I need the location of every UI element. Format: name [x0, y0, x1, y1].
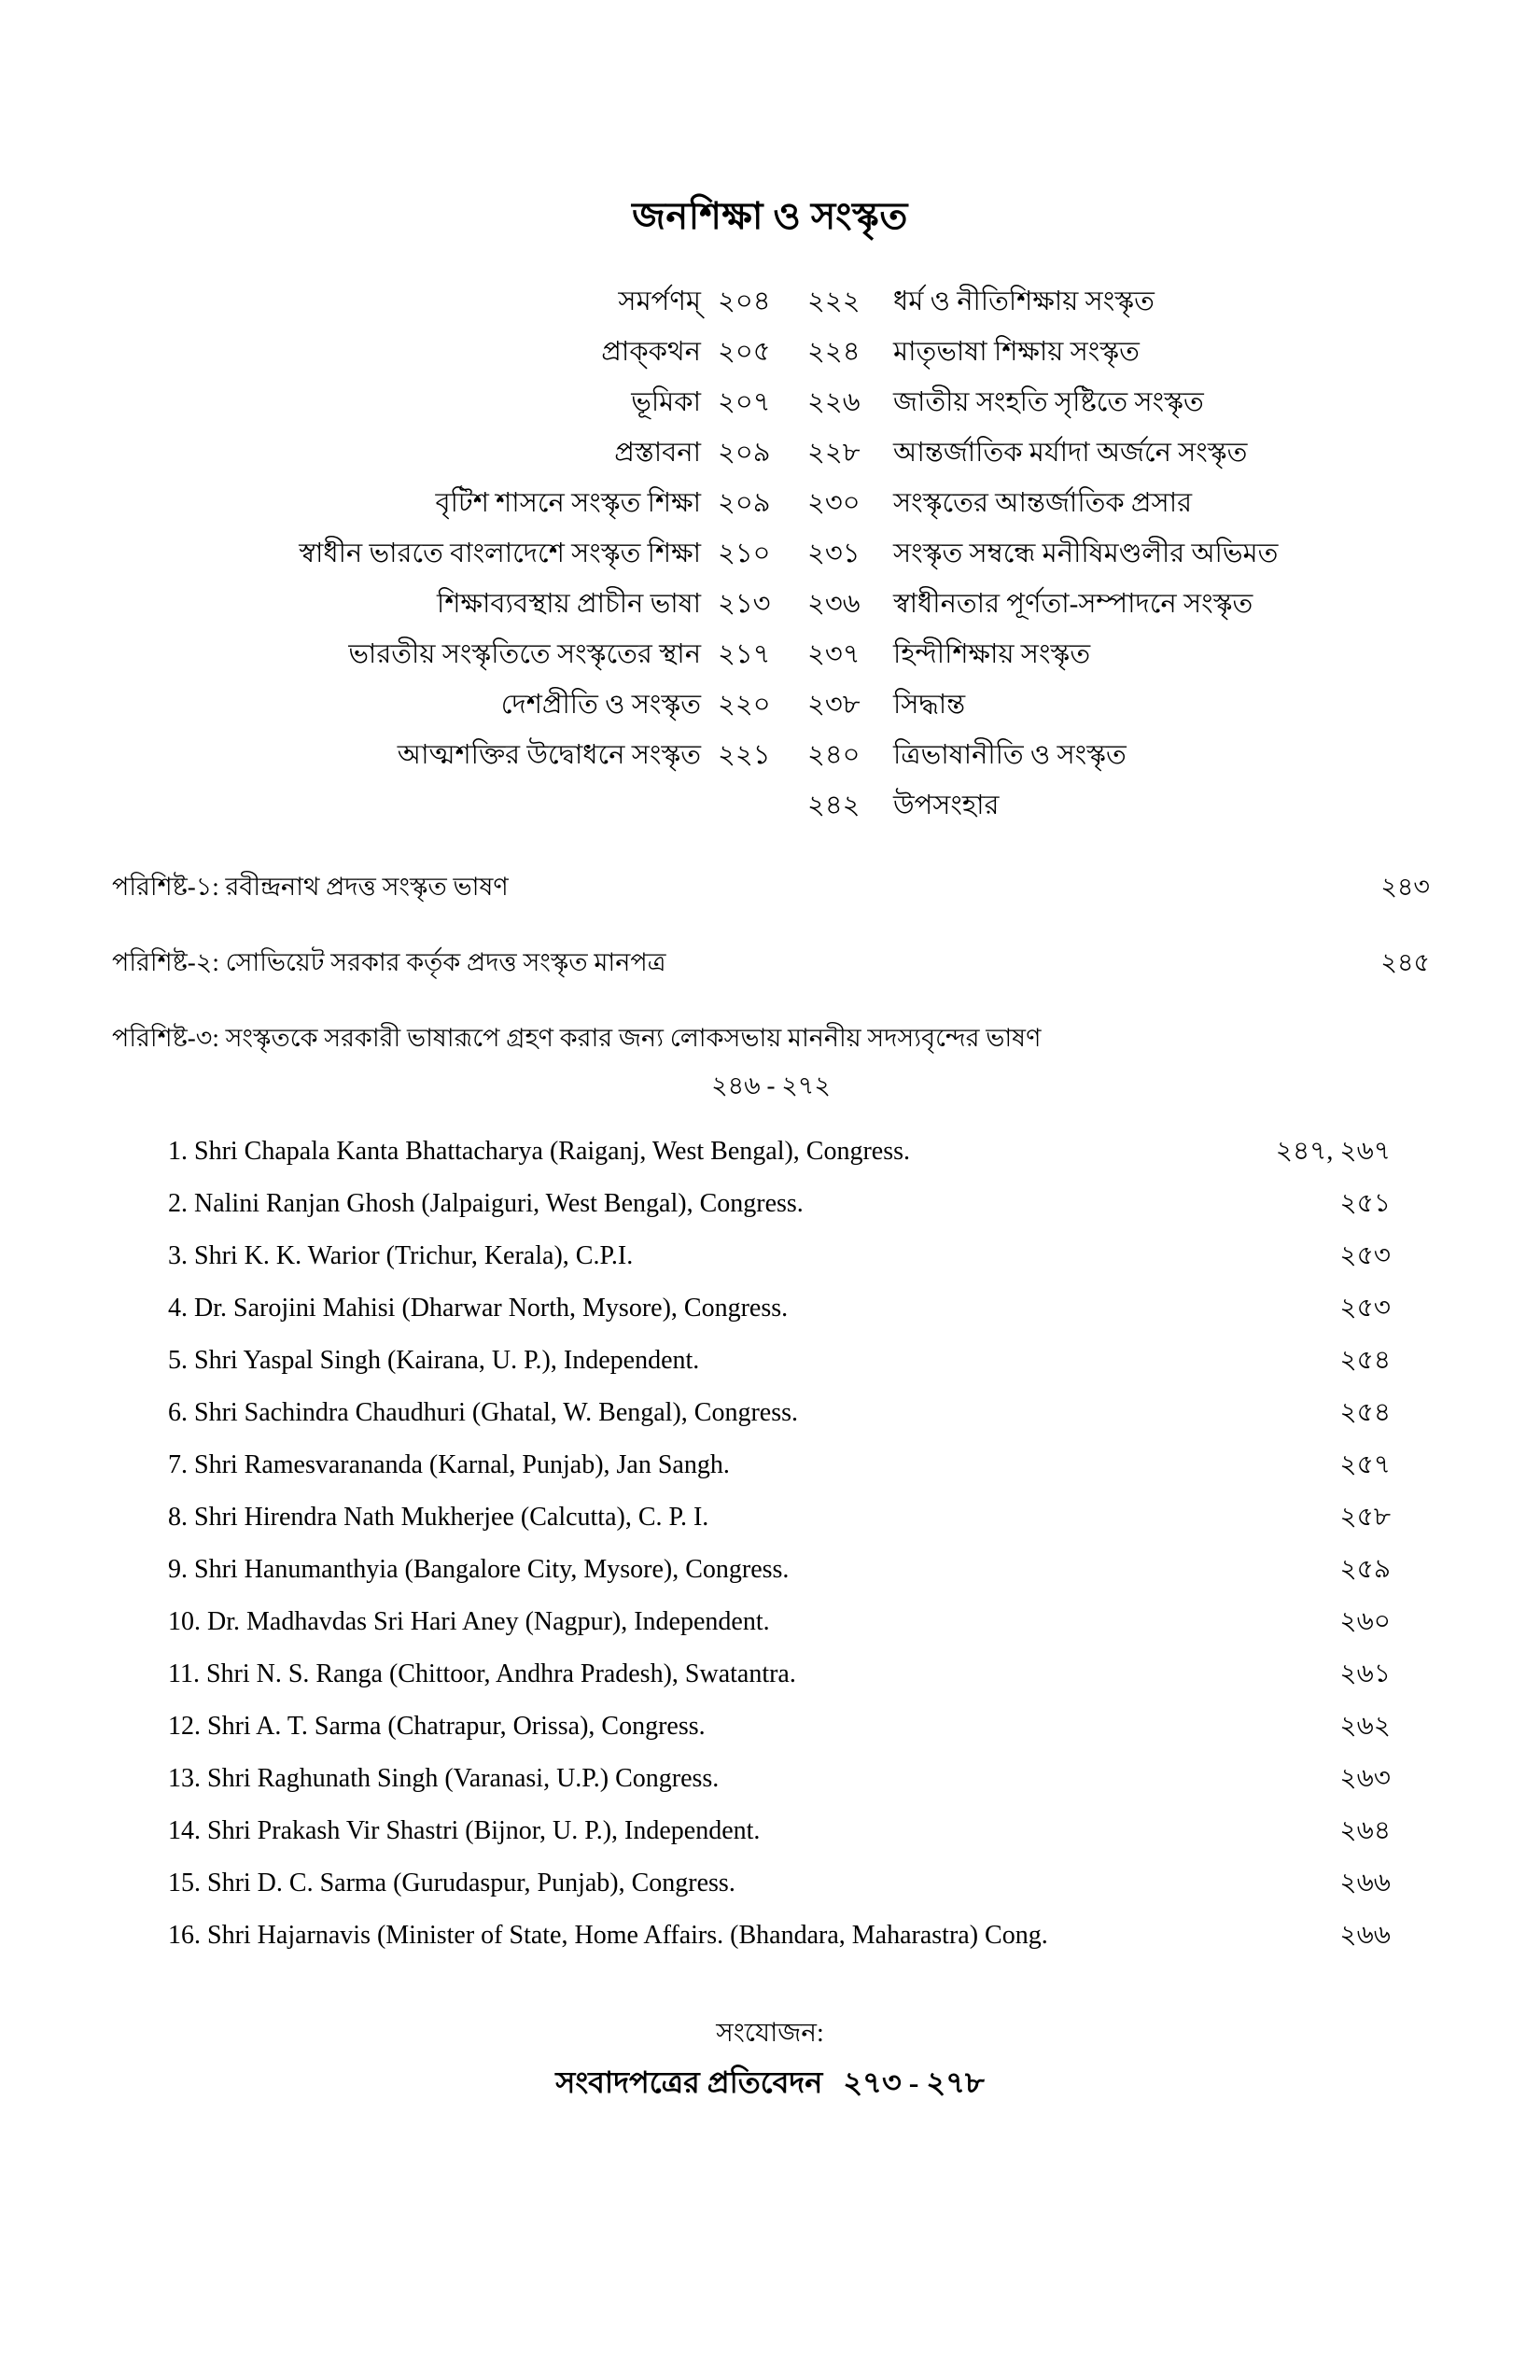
toc-entry-left — [89, 276, 798, 327]
footer-line-label: সংবাদপত্রের প্রতিবেদন — [555, 2065, 823, 2099]
toc-entry-right — [798, 377, 1451, 427]
toc-entry-page: ২২৮ — [807, 438, 861, 468]
appendix-text: পরিশিষ্ট-১: রবীন্দ্রনাথ প্রদত্ত সংস্কৃত ভাষণ — [112, 873, 509, 901]
appendix-3-range: ২৪৬ - ২৭২ — [711, 1071, 831, 1099]
speaker-page: ২৫৩ — [1339, 1294, 1391, 1323]
toc-entry-left — [89, 679, 798, 730]
toc-entry-label: প্রাক্‌কথন — [601, 337, 701, 367]
toc-entry-right — [798, 730, 1451, 780]
toc-entry-right — [798, 327, 1451, 377]
toc-entry-left — [89, 528, 798, 579]
toc-entry-right — [798, 579, 1451, 629]
toc-entry-left — [89, 629, 798, 679]
toc-entry-label: দেশপ্রীতি ও সংস্কৃত — [500, 690, 701, 720]
toc-column-left — [89, 276, 798, 831]
appendix-page: ২৪৩ — [1380, 873, 1430, 901]
toc-entry-page: ২২৪ — [807, 337, 861, 367]
toc-entry-left — [89, 478, 798, 528]
appendix-rows — [112, 868, 1430, 986]
speaker-list — [0, 1126, 1540, 1962]
toc-entry-right — [798, 427, 1451, 478]
speaker-page: ২৬০ — [1339, 1607, 1391, 1636]
toc-entry-label: বৃটিশ শাসনে সংস্কৃত শিক্ষা — [435, 488, 701, 518]
speaker-page: ২৫১ — [1339, 1189, 1391, 1218]
speaker-name: 10. Dr. Madhavdas Sri Hari Aney (Nagpur), Independent. — [168, 1607, 770, 1636]
speaker-name: 9. Shri Hanumanthyia (Bangalore City, Mysore), Congress. — [168, 1555, 790, 1584]
speaker-name: 8. Shri Hirendra Nath Mukherjee (Calcutta), C. P. I. — [168, 1503, 709, 1532]
appendix-3-text: পরিশিষ্ট-৩: সংস্কৃতকে সরকারী ভাষারূপে গ্রহণ করার জন্য লোকসভায় মাননীয় সদস্যবৃন্দের ভাষণ — [112, 1024, 1042, 1052]
toc-entry-right — [798, 679, 1451, 730]
speaker-name: 5. Shri Yaspal Singh (Kairana, U. P.), Independent. — [168, 1346, 700, 1375]
toc-entry-label: ভারতীয় সংস্কৃতিতে সংস্কৃতের স্থান — [348, 639, 701, 669]
speaker-page: ২৬৪ — [1339, 1816, 1391, 1845]
toc-entry-label: জাতীয় সংহতি সৃষ্টিতে সংস্কৃত — [893, 387, 1204, 417]
toc-entry-page: ২০৪ — [718, 287, 771, 316]
speaker-name: 7. Shri Ramesvarananda (Karnal, Punjab), Jan Sangh. — [168, 1450, 730, 1479]
speaker-row — [168, 1491, 1391, 1544]
toc-entry-label: সিদ্ধান্ত — [893, 690, 966, 720]
appendix-page: ২৪৫ — [1380, 948, 1430, 976]
appendix-text: পরিশিষ্ট-২: সোভিয়েট সরকার কর্তৃক প্রদত্ত সংস্কৃত মানপত্র — [112, 948, 666, 976]
toc-entry-right — [798, 276, 1451, 327]
speaker-name: 1. Shri Chapala Kanta Bhattacharya (Raiganj, West Bengal), Congress. — [168, 1137, 911, 1166]
speaker-name: 6. Shri Sachindra Chaudhuri (Ghatal, W. Bengal), Congress. — [168, 1398, 799, 1427]
toc-entry-label: ধর্ম ও নীতিশিক্ষায় সংস্কৃত — [893, 287, 1155, 316]
toc-entry-right — [798, 478, 1451, 528]
toc-entry-page: ২১০ — [718, 539, 771, 568]
appendix-block — [0, 868, 1540, 1109]
appendix-row — [112, 868, 1430, 910]
toc-entry-page: ২১৭ — [718, 639, 771, 669]
page-footer — [0, 2014, 1540, 2107]
speaker-row — [168, 1596, 1391, 1648]
speaker-row — [168, 1126, 1391, 1178]
speaker-row — [168, 1805, 1391, 1857]
speaker-row — [168, 1178, 1391, 1230]
speaker-page: ২৬২ — [1339, 1712, 1391, 1741]
speaker-name: 3. Shri K. K. Warior (Trichur, Kerala), C.P.I. — [168, 1241, 634, 1270]
speaker-page: ২৫৯ — [1339, 1555, 1391, 1584]
footer-heading: সংযোজন: — [716, 2019, 824, 2048]
speaker-row — [168, 1387, 1391, 1439]
speaker-row — [168, 1910, 1391, 1962]
speaker-row — [168, 1857, 1391, 1910]
appendix-3-row — [112, 1019, 1430, 1061]
toc-entry-page: ২০৭ — [718, 387, 771, 417]
toc-entry-label: প্রস্তাবনা — [614, 438, 701, 468]
speaker-name: 12. Shri A. T. Sarma (Chatrapur, Orissa), Congress. — [168, 1712, 706, 1741]
appendix-row — [112, 944, 1430, 986]
toc-entry-page: ২০৫ — [718, 337, 771, 367]
speaker-page: ২৫৮ — [1339, 1503, 1391, 1532]
speaker-name: 16. Shri Hajarnavis (Minister of State, Home Affairs. (Bhandara, Maharastra) Cong. — [168, 1921, 1048, 1950]
toc-entry-page: ২২২ — [807, 287, 861, 316]
toc-entry-page: ২০৯ — [718, 438, 771, 468]
toc-entry-left — [89, 327, 798, 377]
toc-entry-label: উপসংহার — [893, 791, 1000, 820]
speaker-name: 13. Shri Raghunath Singh (Varanasi, U.P.) Congress. — [168, 1764, 720, 1793]
speaker-page: ২৫৪ — [1339, 1346, 1391, 1375]
toc-entry-left — [89, 377, 798, 427]
toc-column-right — [798, 276, 1451, 831]
toc-entry-label: স্বাধীনতার পূর্ণতা-সম্পাদনে সংস্কৃত — [893, 589, 1253, 619]
toc-entry-label: মাতৃভাষা শিক্ষায় সংস্কৃত — [893, 337, 1140, 367]
toc-entry-label: ভূমিকা — [631, 387, 701, 417]
speaker-name: 4. Dr. Sarojini Mahisi (Dharwar North, Mysore), Congress. — [168, 1294, 789, 1323]
toc-entry-label: শিক্ষাব্যবস্থায় প্রাচীন ভাষা — [437, 589, 701, 619]
speaker-page: ২৬৬ — [1339, 1869, 1391, 1897]
toc-entry-page: ২৩১ — [807, 539, 861, 568]
speaker-row — [168, 1282, 1391, 1335]
speaker-row — [168, 1753, 1391, 1805]
toc-entry-right — [798, 629, 1451, 679]
toc-entry-page: ২১৩ — [718, 589, 771, 619]
speaker-name: 14. Shri Prakash Vir Shastri (Bijnor, U. P.), Independent. — [168, 1816, 761, 1845]
toc-entry-page: ২৩৬ — [807, 589, 861, 619]
speaker-page: ২৫৪ — [1339, 1398, 1391, 1427]
speaker-row — [168, 1648, 1391, 1701]
toc-entry-left — [89, 730, 798, 780]
speaker-row — [168, 1335, 1391, 1387]
toc-entry-label: সংস্কৃতের আন্তর্জাতিক প্রসার — [893, 488, 1193, 518]
toc-entry-page: ২৩৭ — [807, 639, 861, 669]
toc-entry-page: ২৪২ — [807, 791, 861, 820]
speaker-name: 2. Nalini Ranjan Ghosh (Jalpaiguri, West Bengal), Congress. — [168, 1189, 804, 1218]
toc-entry-page: ২২০ — [718, 690, 771, 720]
toc-entry-page: ২২১ — [718, 740, 771, 770]
speaker-page: ২৪৭, ২৬৭ — [1275, 1137, 1391, 1166]
toc-entry-label: আন্তর্জাতিক মর্যাদা অর্জনে সংস্কৃত — [893, 438, 1248, 468]
speaker-page: ২৬৩ — [1339, 1764, 1391, 1793]
speaker-page: ২৫৩ — [1339, 1241, 1391, 1270]
footer-line-pages: ২৭৩ - ২৭৮ — [843, 2065, 985, 2099]
toc-entry-label: সংস্কৃত সম্বন্ধে মনীষিমণ্ডলীর অভিমত — [893, 539, 1279, 568]
speaker-name: 15. Shri D. C. Sarma (Gurudaspur, Punjab), Congress. — [168, 1869, 735, 1897]
toc-entry-right — [798, 780, 1451, 831]
toc-entry-label: আত্মশক্তির উদ্বোধনে সংস্কৃত — [397, 740, 701, 770]
speaker-name: 11. Shri N. S. Ranga (Chittoor, Andhra Pradesh), Swatantra. — [168, 1659, 796, 1688]
speaker-row — [168, 1439, 1391, 1491]
speaker-row — [168, 1230, 1391, 1282]
toc-entry-page: ২০৯ — [718, 488, 771, 518]
speaker-page: ২৬৬ — [1339, 1921, 1391, 1950]
toc-entry-page: ২৪০ — [807, 740, 861, 770]
footer-line — [0, 2059, 1540, 2107]
toc-entry-label: সমর্পণম্ — [618, 287, 701, 316]
page-title: জনশিক্ষা ও সংস্কৃত — [632, 195, 908, 237]
toc-entry-page: ২২৬ — [807, 387, 861, 417]
toc-entry-left — [89, 579, 798, 629]
speaker-page: ২৫৭ — [1339, 1450, 1391, 1479]
toc-entry-label: ত্রিভাষানীতি ও সংস্কৃত — [893, 740, 1127, 770]
speaker-row — [168, 1544, 1391, 1596]
toc-entry-label: হিন্দীশিক্ষায় সংস্কৃত — [893, 639, 1091, 669]
toc-entry-page: ২৩০ — [807, 488, 861, 518]
toc-entry-left — [89, 427, 798, 478]
toc-entry-label: স্বাধীন ভারতে বাংলাদেশে সংস্কৃত শিক্ষা — [299, 539, 701, 568]
toc-entry-page: ২৩৮ — [807, 690, 861, 720]
speaker-page: ২৬১ — [1339, 1659, 1391, 1688]
speaker-row — [168, 1701, 1391, 1753]
table-of-contents — [0, 276, 1540, 831]
toc-entry-right — [798, 528, 1451, 579]
